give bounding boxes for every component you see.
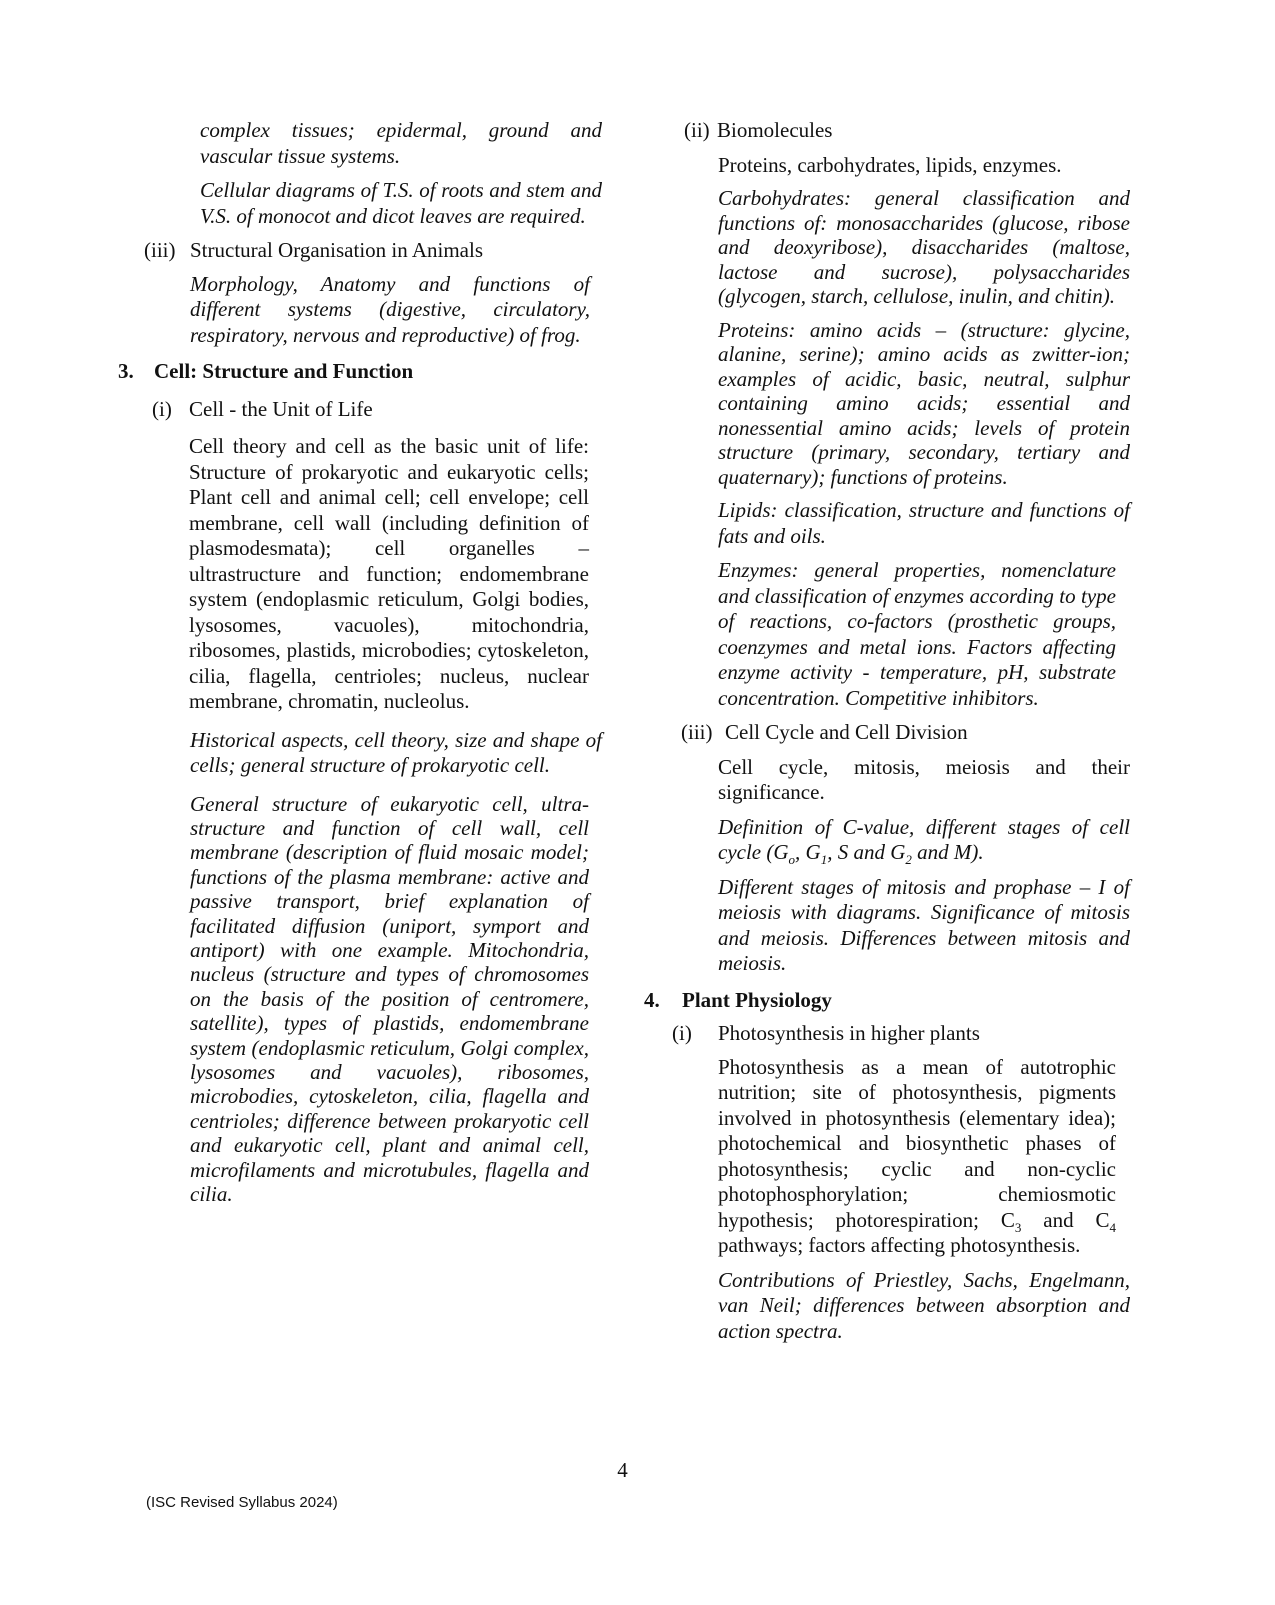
- subsection-structural-organisation-animals: [144, 238, 602, 264]
- historical-aspects-text: Historical aspects, cell theory, size and shape of cells; general structure of prokaryotic cell.: [190, 727, 602, 777]
- subsection-title: Biomolecules: [717, 118, 833, 142]
- lipids-text: Lipids: classification, structure and functions of fats and oils.: [718, 498, 1130, 548]
- carbohydrates-text: Carbohydrates: general classification and functions of: monosaccharides (glucose, ribose and deoxyribose), disaccharides (maltose, lactose and sucrose), polysaccharides (glycogen, starch, cellulose, inulin, and chitin).: [718, 186, 1130, 308]
- subsection-number: (iii): [144, 238, 176, 262]
- subsection-cell-cycle: [681, 720, 1130, 746]
- cvalue-text: Definition of C-value, different stages of cell cycle ($G_o$, $G_1$, S and $G_2$ and M).: [718, 814, 1130, 868]
- section-title: Plant Physiology: [682, 987, 832, 1012]
- complex-tissues-text: complex tissues; epidermal, ground and vascular tissue systems.: [200, 118, 602, 168]
- subsection-number: (i): [672, 1021, 692, 1045]
- subsection-photosynthesis: [672, 1021, 1130, 1047]
- general-structure-text: General structure of eukaryotic cell, ultra-structure and function of cell wall, cell membrane (description of fluid mosaic model; functions of the plasma membrane: active and passive transport, brief explanation of facilitated diffusion (uniport, symport and antiport) with one example. Mitochondria, nucleus (structure and types of chromosomes on the basis of the position of centromere, satellite), types of plastids, endomembrane system (endoplasmic reticulum, Golgi complex, lysosomes and vacuoles), ribosomes, microbodies, cytoskeleton, cilia, flagella and centrioles; difference between prokaryotic cell and eukaryotic cell, plant and animal cell, microfilaments and microtubules, flagella and cilia.: [190, 791, 589, 1206]
- section-number: 4.: [644, 987, 660, 1012]
- section-3-heading: [118, 359, 602, 385]
- enzymes-text: Enzymes: general properties, nomenclature and classification of enzymes according to type of reactions, co-factors (prosthetic groups, coenzymes and metal ions. Factors affecting enzyme activity - temperature, pH, substrate concentration. Competitive inhibitors.: [718, 558, 1116, 710]
- photosynthesis-body-text: Photosynthesis as a mean of autotrophic nutrition; site of photosynthesis, pigments involved in photosynthesis (elementary idea); photochemical and biosynthetic phases of photosynthesis; cyclic and non-cyclic photophosphorylation; chemiosmotic hypothesis; photorespiration; $C_3$ and $C_4$ pathways; factors affecting photosynthesis.: [718, 1054, 1116, 1257]
- subsection-biomolecules: [684, 118, 1130, 144]
- contributions-text: Contributions of Priestley, Sachs, Engelmann, van Neil; differences between absorption and action spectra.: [718, 1267, 1130, 1343]
- cell-cycle-body-text: Cell cycle, mitosis, meiosis and their significance.: [718, 754, 1130, 804]
- page-number: 4: [617, 1458, 628, 1482]
- subsection-title: Photosynthesis in higher plants: [718, 1021, 980, 1045]
- biomolecules-list-text: Proteins, carbohydrates, lipids, enzymes.: [718, 152, 1062, 177]
- subsection-number: (i): [152, 396, 172, 421]
- animals-body-text: Morphology, Anatomy and functions of different systems (digestive, circulatory, respiratory, nervous and reproductive) of frog.: [190, 271, 590, 347]
- right-column: [644, 118, 1130, 1344]
- subsection-number: (iii): [681, 720, 713, 744]
- cell-theory-body-text: Cell theory and cell as the basic unit of life: Structure of prokaryotic and eukaryotic cells; Plant cell and animal cell; cell envelope; cell membrane, cell wall (including definition of plasmodesmata); cell organelles – ultrastructure and function; endomembrane system (endoplasmic reticulum, Golgi bodies, lysosomes, vacuoles), mitochondria, ribosomes, plastids, microbodies; cytoskeleton, cilia, flagella, centrioles; nucleus, nuclear membrane, chromatin, nucleolus.: [189, 434, 589, 713]
- left-column: [118, 118, 602, 1206]
- subsection-number: (ii): [684, 118, 710, 142]
- mitosis-text: Different stages of mitosis and prophase – I of meiosis with diagrams. Significance of mitosis and meiosis. Differences between mitosis and meiosis.: [718, 874, 1130, 975]
- subsection-title: Cell - the Unit of Life: [189, 396, 373, 421]
- subsection-title: Cell Cycle and Cell Division: [725, 720, 968, 744]
- footer-text: (ISC Revised Syllabus 2024): [146, 1494, 338, 1511]
- cellular-diagrams-text: Cellular diagrams of T.S. of roots and stem and V.S. of monocot and dicot leaves are required.: [200, 178, 602, 228]
- section-4-heading: [644, 988, 1130, 1014]
- section-title: Cell: Structure and Function: [154, 359, 414, 383]
- subsection-cell-unit-of-life: [152, 397, 602, 423]
- section-number: 3.: [118, 359, 134, 383]
- subsection-title: Structural Organisation in Animals: [190, 238, 483, 262]
- proteins-text: Proteins: amino acids – (structure: glycine, alanine, serine); amino acids as zwitter-ion; examples of acidic, basic, neutral, sulphur containing amino acids; essential and nonessential amino acids; levels of protein structure (primary, secondary, tertiary and quaternary); functions of proteins.: [718, 317, 1130, 489]
